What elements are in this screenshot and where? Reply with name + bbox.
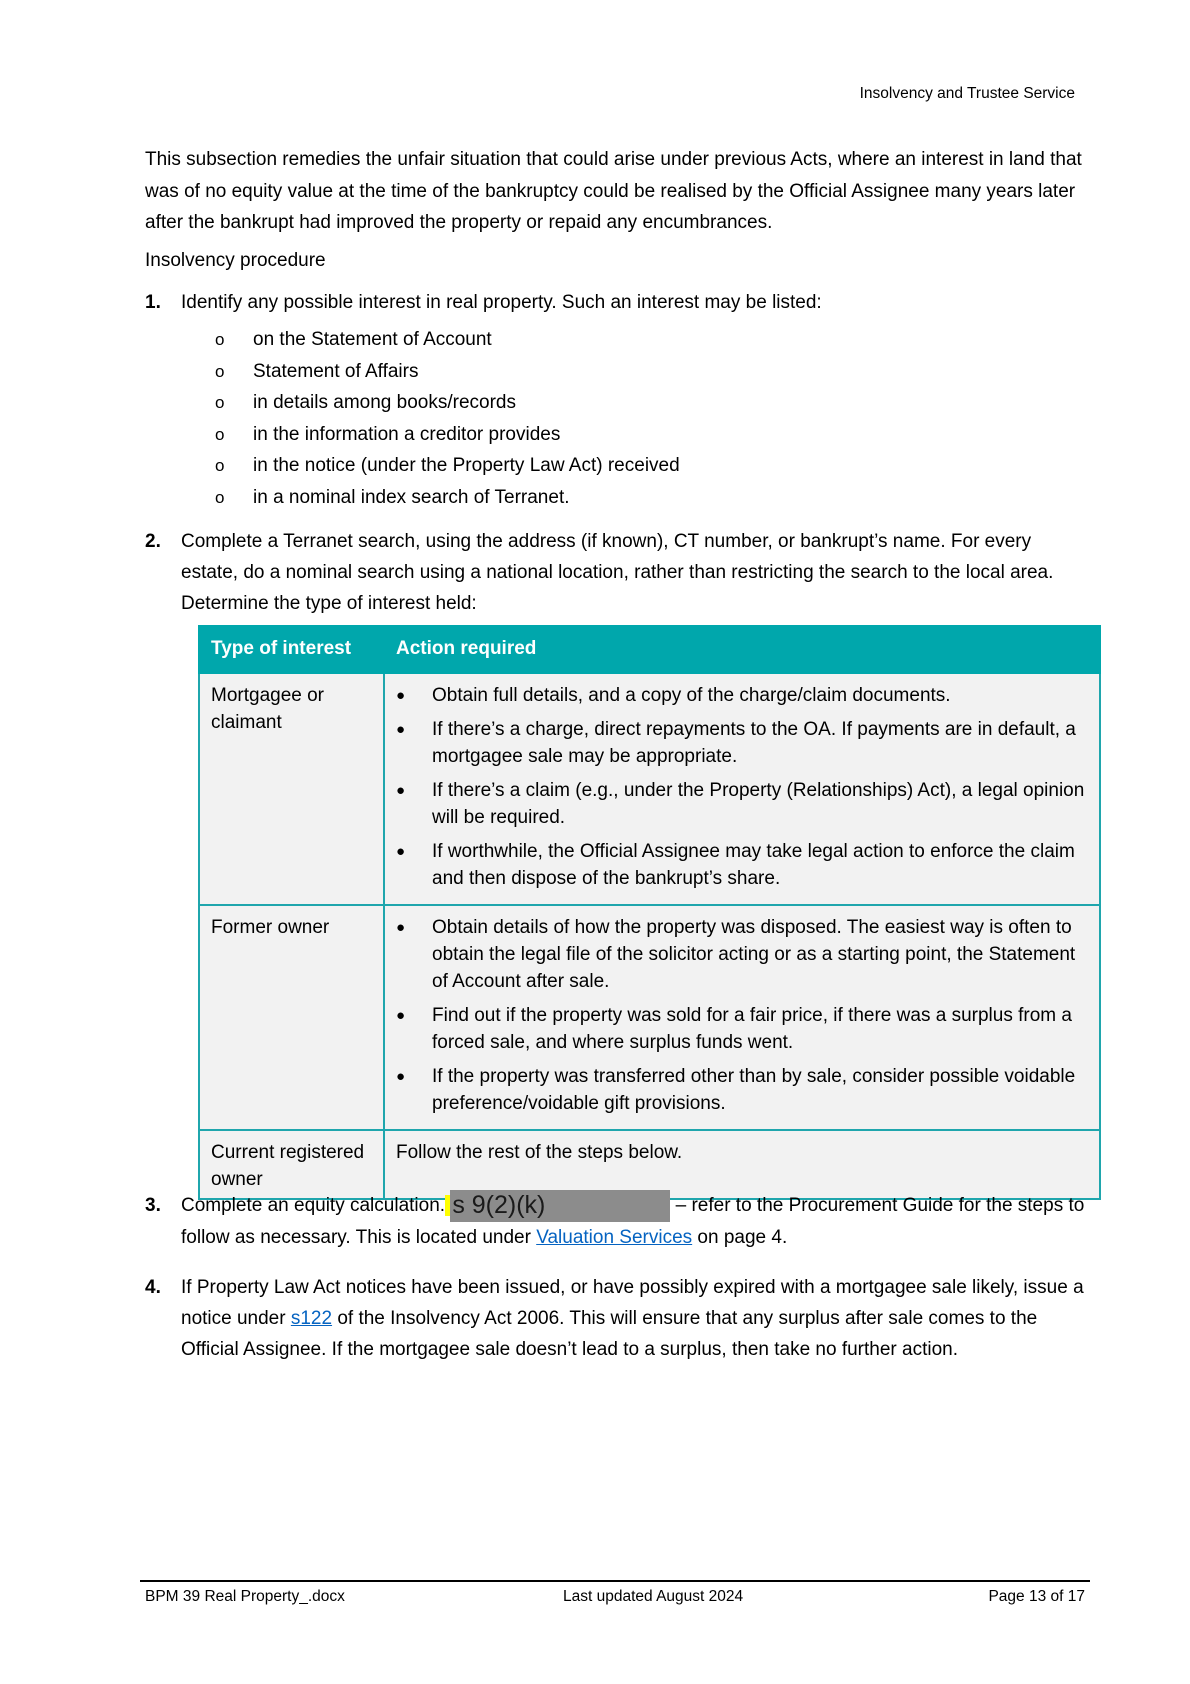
interest-table xyxy=(198,625,1101,1200)
circle-bullet-icon: o xyxy=(215,424,225,444)
list-item: o on the Statement of Account xyxy=(215,324,680,356)
step-1 xyxy=(145,287,1090,318)
step-number: 1. xyxy=(145,292,161,313)
column-header-action: Action required xyxy=(384,626,1100,673)
step-3 xyxy=(145,1190,1090,1253)
table-row xyxy=(199,673,1100,905)
circle-bullet-icon: o xyxy=(215,361,225,381)
bullet-icon: ● xyxy=(396,1068,406,1085)
list-item: ● If worthwhile, the Official Assignee may take legal action to enforce the claim and then dispose of the bankrupt’s share. xyxy=(396,838,1089,892)
bullet-icon: ● xyxy=(396,1007,406,1024)
circle-bullet-icon: o xyxy=(215,456,225,475)
action-cell xyxy=(384,673,1100,905)
action-cell: Follow the rest of the steps below. xyxy=(384,1130,1100,1199)
list-item: o in details among books/records xyxy=(215,387,680,419)
table-row xyxy=(199,905,1100,1130)
list-item: o in a nominal index search of Terranet. xyxy=(215,482,680,514)
bullet-icon: ● xyxy=(396,721,406,738)
interest-type-cell: Former owner xyxy=(199,905,384,1130)
action-cell xyxy=(384,905,1100,1130)
step-text: If Property Law Act notices have been issued, or have possibly expired with a mortgagee sale likely, issue a notice under s122 of the Insolvency Act 2006. This will ensure that any surplus after sale comes to the Official Assignee. If the mortgagee sale doesn’t lead to a surplus, then take no further action. xyxy=(181,1277,1084,1360)
list-item: ● Obtain details of how the property was disposed. The easiest way is often to obtain the legal file of the solicitor acting or as a starting point, the Statement of Account after sale. xyxy=(396,914,1089,995)
bullet-icon: ● xyxy=(396,919,406,936)
table-header-row xyxy=(199,626,1100,673)
interest-source-list xyxy=(215,324,680,513)
circle-bullet-icon: o xyxy=(215,487,225,507)
list-item: o Statement of Affairs xyxy=(215,356,680,388)
s122-link[interactable]: s122 xyxy=(290,1308,333,1329)
list-item: ● Find out if the property was sold for a fair price, if there was a surplus from a forced sale, and where surplus funds went. xyxy=(396,1002,1089,1056)
step-2 xyxy=(145,526,1090,619)
footer-updated: Last updated August 2024 xyxy=(563,1588,744,1605)
list-item: o in the information a creditor provides xyxy=(215,419,680,451)
list-item: ● Obtain full details, and a copy of the charge/claim documents. xyxy=(396,682,1089,709)
column-header-type: Type of interest xyxy=(199,626,384,673)
redaction-box: s 9(2)(k) xyxy=(450,1190,670,1222)
step-number: 2. xyxy=(145,531,161,552)
step-number: 3. xyxy=(145,1195,161,1216)
interest-type-cell: Mortgagee or claimant xyxy=(199,673,384,905)
footer-page-number: Page 13 of 17 xyxy=(988,1588,1085,1605)
table-row xyxy=(199,1130,1100,1199)
list-item: o in the notice (under the Property Law Act) received xyxy=(215,450,680,482)
header-org: Insolvency and Trustee Service xyxy=(859,85,1075,102)
list-item: ● If there’s a claim (e.g., under the Property (Relationships) Act), a legal opinion will be required. xyxy=(396,777,1089,831)
bullet-icon: ● xyxy=(396,782,406,799)
step-text: Complete a Terranet search, using the address (if known), CT number, or bankrupt’s name. For every estate, do a nominal search using a national location, rather than restricting the search to the local area. Determine the type of interest held: xyxy=(181,531,1054,614)
bullet-icon: ● xyxy=(396,843,406,860)
footer-rule xyxy=(140,1580,1090,1582)
list-item: ● If there’s a charge, direct repayments to the OA. If payments are in default, a mortgagee sale may be appropriate. xyxy=(396,716,1089,770)
step-number: 4. xyxy=(145,1277,161,1298)
step-4 xyxy=(145,1272,1090,1365)
valuation-services-link[interactable]: Valuation Services xyxy=(536,1227,693,1248)
circle-bullet-icon: o xyxy=(215,393,225,412)
step-text: Identify any possible interest in real property. Such an interest may be listed: xyxy=(181,292,822,313)
intro-paragraph: This subsection remedies the unfair situation that could arise under previous Acts, where an interest in land that was of no equity value at the time of the bankruptcy could be realised by the Official Assignee many years later after the bankrupt had improved the property or repaid any encumbrances. xyxy=(145,149,1082,233)
subheading: Insolvency procedure xyxy=(145,250,326,271)
bullet-icon: ● xyxy=(396,687,406,704)
interest-type-cell: Current registered owner xyxy=(199,1130,384,1199)
footer-filename: BPM 39 Real Property_.docx xyxy=(145,1588,345,1605)
step-text: Complete an equity calculation. s 9(2)(k) – refer to the Procurement Guide for the steps to follow as necessary. This is located under Valuation Services on page 4. xyxy=(181,1191,1085,1248)
list-item: ● If the property was transferred other than by sale, consider possible voidable preference/voidable gift provisions. xyxy=(396,1063,1089,1117)
circle-bullet-icon: o xyxy=(215,330,225,349)
